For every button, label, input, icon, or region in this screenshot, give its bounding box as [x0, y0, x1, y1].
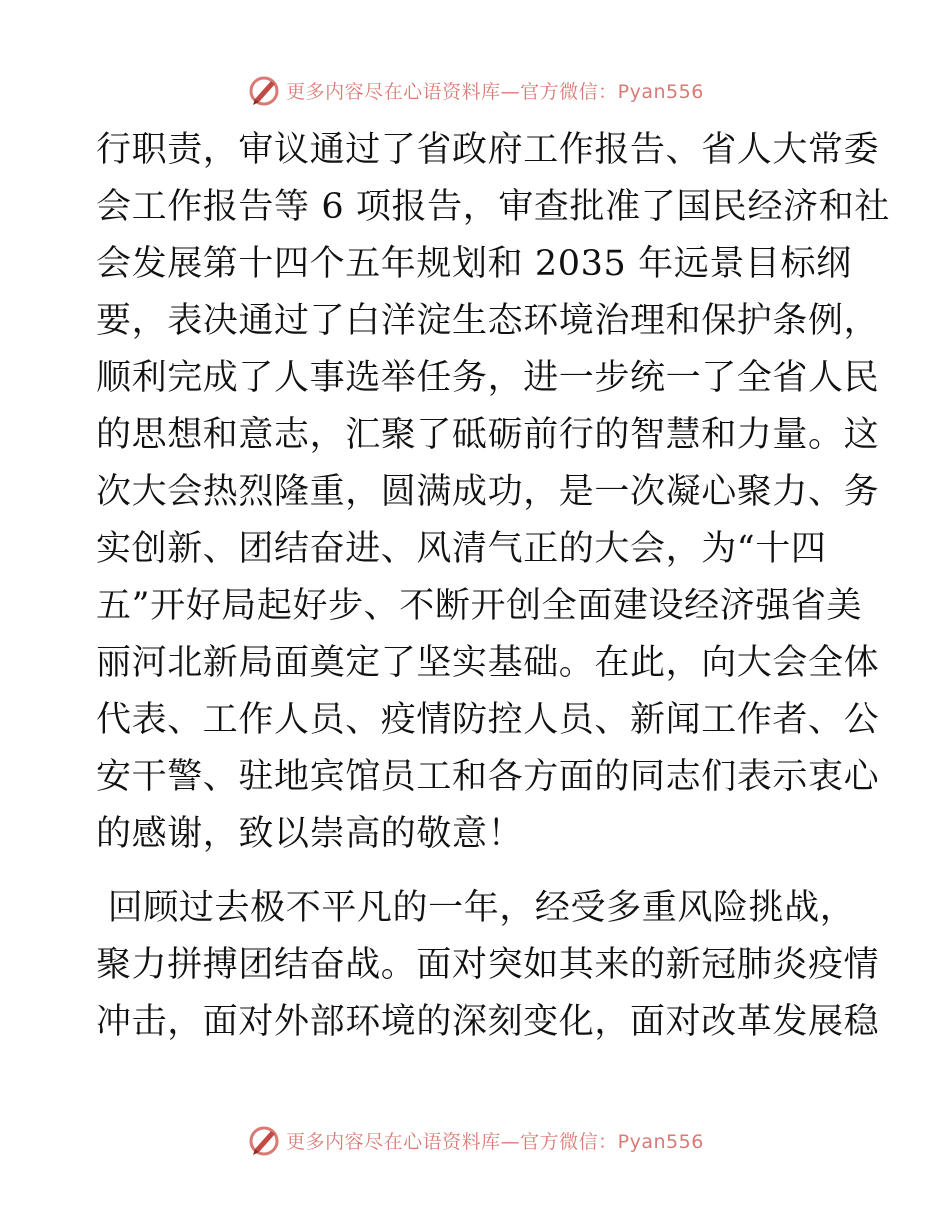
text-line: 实创新、团结奋进、风清气正的大会，为“十四	[96, 529, 827, 569]
text-line: 五”开好局起好步、不断开创全面建设经济强省美	[96, 586, 863, 626]
text-line: 会工作报告等 6 项报告，审查批准了国民经济和社	[96, 187, 890, 227]
text-line: 要，表决通过了白洋淀生态环境治理和保护条例，	[96, 301, 880, 341]
header-text: 更多内容尽在心语资料库—官方微信：Pyan556	[286, 80, 704, 103]
text-line: 的感谢，致以崇高的敬意！	[96, 814, 524, 854]
text-line: 聚力拼搏团结奋战。面对突如其来的新冠肺炎疫情	[96, 945, 880, 985]
text-line: 代表、工作人员、疫情防控人员、新闻工作者、公	[96, 700, 880, 740]
pen-circle-logo-icon	[246, 72, 282, 108]
header-watermark	[0, 70, 950, 110]
pen-circle-logo-icon	[246, 1122, 282, 1158]
text-line: 的思想和意志，汇聚了砥砺前行的智慧和力量。这	[96, 415, 880, 455]
text-line: 会发展第十四个五年规划和 2035 年远景目标纲	[96, 244, 852, 284]
footer-watermark	[0, 1120, 950, 1160]
text-line: 次大会热烈隆重，圆满成功，是一次凝心聚力、务	[96, 472, 880, 512]
text-line: 丽河北新局面奠定了坚实基础。在此，向大会全体	[96, 643, 880, 683]
text-line: 顺利完成了人事选举任务，进一步统一了全省人民	[96, 358, 880, 398]
text-line: 安干警、驻地宾馆员工和各方面的同志们表示衷心	[96, 757, 880, 797]
footer-text: 更多内容尽在心语资料库—官方微信：Pyan556	[286, 1130, 704, 1153]
text-line: 冲击，面对外部环境的深刻变化，面对改革发展稳	[96, 1002, 880, 1042]
text-line: 回顾过去极不平凡的一年，经受多重风险挑战，	[96, 888, 856, 928]
text-line: 行职责，审议通过了省政府工作报告、省人大常委	[96, 130, 880, 170]
